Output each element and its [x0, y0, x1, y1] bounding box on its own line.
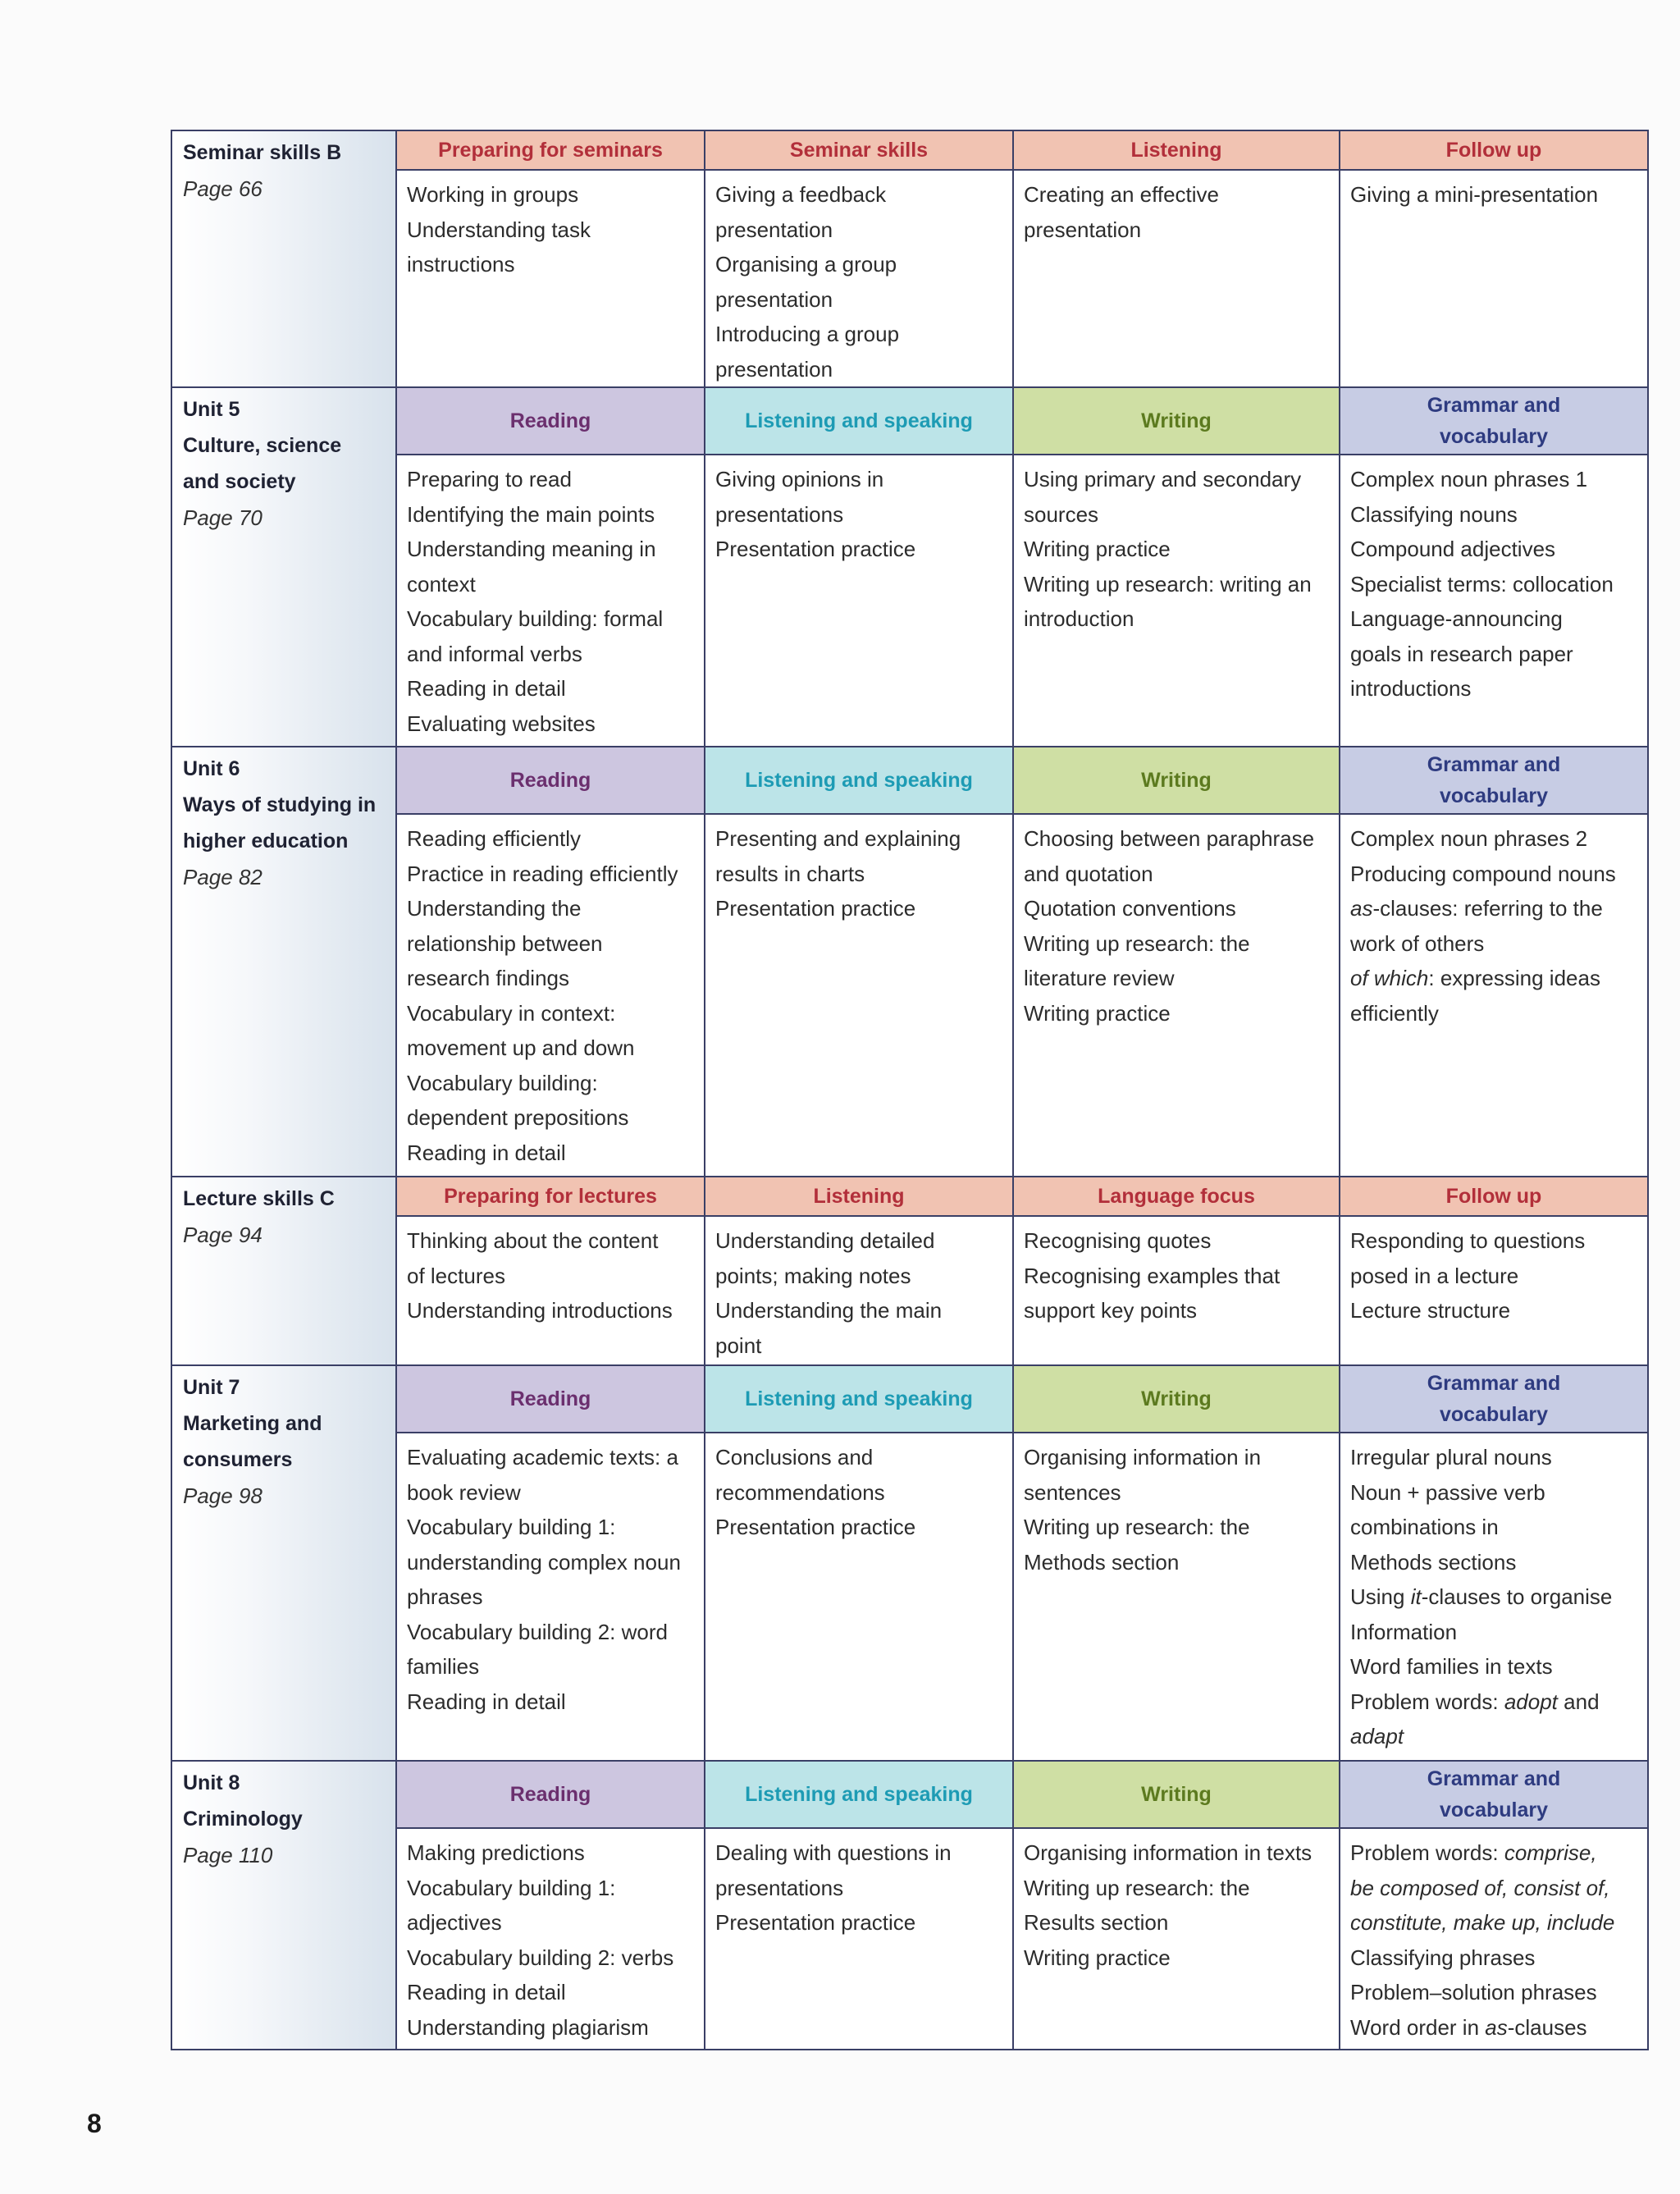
- list-item: sentences: [1024, 1479, 1121, 1505]
- text: -clauses: [1507, 2014, 1587, 2040]
- list-item: families: [407, 1654, 480, 1679]
- column-header: Reading: [396, 387, 705, 455]
- list-item: points; making notes: [715, 1263, 911, 1288]
- list-item: Making predictions: [407, 1840, 585, 1865]
- content-cell: [1340, 455, 1648, 747]
- text: : expressing ideas: [1428, 966, 1600, 990]
- header-line: vocabulary: [1439, 1403, 1548, 1426]
- list-item: [1350, 961, 1637, 996]
- header-line: vocabulary: [1439, 1799, 1548, 1821]
- text: Using: [1350, 1584, 1411, 1609]
- list-item: Understanding meaning in: [407, 537, 656, 561]
- list-item: Using primary and secondary: [1024, 467, 1302, 491]
- column-header: Writing: [1013, 387, 1340, 455]
- list-item: Presenting and explaining: [715, 826, 961, 851]
- list-item: presentation: [715, 217, 833, 242]
- header-row-unit-5: [171, 387, 1648, 455]
- header-row-seminar-b: [171, 130, 1648, 170]
- list-item: Vocabulary building: formal: [407, 606, 664, 631]
- list-item: Vocabulary in context:: [407, 1000, 616, 1026]
- unit-title: Seminar skills B: [183, 141, 342, 164]
- list-item: Writing practice: [1024, 1000, 1171, 1026]
- content-cell: [396, 1216, 705, 1365]
- list-item: Information: [1350, 1619, 1458, 1644]
- text: and: [1557, 1689, 1600, 1714]
- list-item: Language-announcing: [1350, 606, 1563, 631]
- list-item: Lecture structure: [1350, 1298, 1511, 1323]
- header-line: Grammar and: [1427, 1767, 1561, 1790]
- unit-cell-seminar-b: [171, 130, 396, 387]
- list-item: Identifying the main points: [407, 501, 655, 527]
- emphasis: adopt: [1504, 1689, 1558, 1714]
- list-item: Creating an effective: [1024, 182, 1219, 207]
- list-item: support key points: [1024, 1298, 1198, 1323]
- column-header: Reading: [396, 1365, 705, 1433]
- unit-page-ref: Page 98: [183, 1483, 262, 1508]
- list-item: dependent prepositions: [407, 1105, 629, 1130]
- unit-number: Unit 7: [183, 1376, 240, 1399]
- list-item: Organising a group: [715, 252, 897, 277]
- unit-number: Unit 6: [183, 757, 240, 780]
- list-item: Reading in detail: [407, 1689, 566, 1714]
- list-item: Classifying nouns: [1350, 501, 1518, 527]
- unit-cell-unit-6: [171, 747, 396, 1177]
- list-item: Reading efficiently: [407, 826, 581, 851]
- list-item: Evaluating academic texts: a: [407, 1445, 678, 1470]
- unit-page-ref: Page 94: [183, 1223, 262, 1247]
- content-cell: [1340, 1828, 1648, 2050]
- column-header: Reading: [396, 1761, 705, 1828]
- header-line: Grammar and: [1427, 753, 1561, 776]
- list-item: phrases: [407, 1584, 483, 1609]
- list-item: [1350, 891, 1637, 926]
- list-item: Giving a mini-presentation: [1350, 182, 1599, 207]
- list-item: Complex noun phrases 1: [1350, 467, 1588, 491]
- header-row-unit-7: [171, 1365, 1648, 1433]
- column-header: Listening and speaking: [705, 1365, 1013, 1433]
- content-cell: [705, 1216, 1013, 1365]
- content-cell: [705, 1828, 1013, 2050]
- page-number: 8: [87, 2109, 102, 2138]
- emphasis: adapt: [1350, 1724, 1404, 1748]
- list-item: Presentation practice: [715, 1515, 916, 1539]
- column-header: Follow up: [1340, 1177, 1648, 1216]
- column-header: Preparing for seminars: [396, 130, 705, 170]
- list-item: Methods sections: [1350, 1549, 1517, 1575]
- emphasis: as: [1350, 896, 1373, 921]
- list-item: introductions: [1350, 676, 1472, 701]
- list-item: Vocabulary building:: [407, 1070, 598, 1095]
- list-item: combinations in: [1350, 1515, 1499, 1539]
- content-cell: [396, 1433, 705, 1761]
- list-item: Preparing to read: [407, 467, 572, 491]
- text: Problem words:: [1350, 1689, 1504, 1714]
- list-item: Writing practice: [1024, 1945, 1171, 1970]
- list-item: Recognising examples that: [1024, 1263, 1281, 1288]
- list-item: posed in a lecture: [1350, 1263, 1519, 1288]
- unit-title: higher education: [183, 830, 349, 852]
- header-row-unit-8: [171, 1761, 1648, 1828]
- content-cell: [396, 170, 705, 387]
- list-item: recommendations: [715, 1479, 885, 1505]
- list-item: Presentation practice: [715, 1910, 916, 1935]
- content-cell: [705, 1433, 1013, 1761]
- list-item: Irregular plural nouns: [1350, 1445, 1552, 1470]
- content-cell: [396, 814, 705, 1177]
- emphasis: comprise,: [1504, 1840, 1597, 1865]
- list-item: instructions: [407, 252, 515, 277]
- column-header: Seminar skills: [705, 130, 1013, 170]
- list-item: Practice in reading efficiently: [407, 861, 678, 886]
- list-item: Responding to questions: [1350, 1228, 1586, 1253]
- header-line: vocabulary: [1439, 425, 1548, 448]
- content-cell: [1013, 814, 1340, 1177]
- list-item: Presentation practice: [715, 537, 916, 561]
- unit-title: Marketing and: [183, 1412, 322, 1435]
- list-item: Problem–solution phrases: [1350, 1980, 1597, 2004]
- list-item: Introducing a group: [715, 322, 900, 346]
- list-item: Organising information in texts: [1024, 1840, 1312, 1865]
- list-item: results in charts: [715, 861, 865, 886]
- content-cell: [705, 814, 1013, 1177]
- list-item: Word families in texts: [1350, 1654, 1553, 1679]
- list-item: and informal verbs: [407, 641, 582, 666]
- list-item: [1350, 1579, 1637, 1615]
- list-item: Understanding introductions: [407, 1298, 673, 1323]
- list-item: [1350, 1684, 1637, 1720]
- content-cell: [1340, 1216, 1648, 1365]
- column-header: Language focus: [1013, 1177, 1340, 1216]
- list-item: Vocabulary building 2: word: [407, 1619, 668, 1644]
- text: Problem words:: [1350, 1840, 1504, 1865]
- list-item: Producing compound nouns: [1350, 861, 1616, 886]
- list-item: book review: [407, 1479, 521, 1505]
- unit-title: Ways of studying in: [183, 793, 377, 816]
- content-cell: [1013, 170, 1340, 387]
- column-header: [1340, 1365, 1648, 1433]
- column-header: Reading: [396, 747, 705, 814]
- list-item: Reading in detail: [407, 1140, 566, 1165]
- header-line: Grammar and: [1427, 394, 1561, 417]
- header-row-lecture-c: [171, 1177, 1648, 1216]
- list-item: [1350, 1835, 1637, 1871]
- list-item: Vocabulary building 2: verbs: [407, 1945, 674, 1970]
- list-item: Specialist terms: collocation: [1350, 571, 1614, 596]
- column-header: Listening: [1013, 130, 1340, 170]
- list-item: Results section: [1024, 1910, 1169, 1935]
- list-item: Understanding plagiarism: [407, 2014, 649, 2040]
- text: -clauses: referring to the: [1372, 896, 1603, 921]
- list-item: Evaluating websites: [407, 711, 596, 736]
- unit-number: Unit 8: [183, 1771, 240, 1794]
- content-cell: [705, 170, 1013, 387]
- list-item: presentation: [715, 286, 833, 312]
- list-item: Reading in detail: [407, 1980, 566, 2004]
- list-item: presentation: [715, 356, 833, 382]
- list-item: introduction: [1024, 606, 1134, 631]
- list-item: research findings: [407, 966, 569, 990]
- column-header: Writing: [1013, 1761, 1340, 1828]
- list-item: Choosing between paraphrase: [1024, 826, 1315, 851]
- emphasis: constitute, make up, include: [1350, 1910, 1615, 1935]
- list-item: [1350, 1871, 1637, 1906]
- text: Word order in: [1350, 2014, 1486, 2040]
- list-item: Classifying phrases: [1350, 1945, 1536, 1970]
- list-item: sources: [1024, 501, 1099, 527]
- column-header: [1340, 747, 1648, 814]
- list-item: Working in groups: [407, 182, 579, 207]
- list-item: point: [715, 1332, 762, 1358]
- header-line: vocabulary: [1439, 784, 1548, 807]
- list-item: Presentation practice: [715, 896, 916, 921]
- column-header: Writing: [1013, 1365, 1340, 1433]
- list-item: Thinking about the content: [407, 1228, 659, 1253]
- list-item: Vocabulary building 1:: [407, 1515, 616, 1539]
- column-header: Listening and speaking: [705, 387, 1013, 455]
- column-header: Listening: [705, 1177, 1013, 1216]
- header-row-unit-6: [171, 747, 1648, 814]
- content-cell: [1340, 1433, 1648, 1761]
- list-item: Giving a feedback: [715, 182, 887, 207]
- list-item: Understanding task: [407, 217, 591, 242]
- column-header: [1340, 387, 1648, 455]
- list-item: Understanding the: [407, 896, 582, 921]
- list-item: adjectives: [407, 1910, 502, 1935]
- contents-table: [171, 130, 1649, 2050]
- list-item: Writing up research: the: [1024, 930, 1250, 956]
- unit-page-ref: Page 82: [183, 865, 262, 889]
- column-header: Writing: [1013, 747, 1340, 814]
- list-item: goals in research paper: [1350, 641, 1573, 666]
- list-item: [1350, 2010, 1637, 2045]
- unit-number: Unit 5: [183, 398, 240, 421]
- unit-cell-unit-7: [171, 1365, 396, 1761]
- column-header: [1340, 1761, 1648, 1828]
- unit-page-ref: Page 66: [183, 176, 262, 201]
- list-item: Understanding detailed: [715, 1228, 935, 1253]
- unit-title: Criminology: [183, 1808, 303, 1831]
- list-item: of lectures: [407, 1263, 505, 1288]
- list-item: Giving opinions in: [715, 467, 884, 491]
- list-item: Vocabulary building 1:: [407, 1875, 616, 1900]
- column-header: Listening and speaking: [705, 747, 1013, 814]
- unit-title: Culture, science: [183, 434, 342, 457]
- list-item: Reading in detail: [407, 676, 566, 701]
- list-item: and quotation: [1024, 861, 1153, 886]
- unit-cell-unit-8: [171, 1761, 396, 2050]
- column-header: Listening and speaking: [705, 1761, 1013, 1828]
- content-cell: [1013, 455, 1340, 747]
- list-item: Understanding the main: [715, 1298, 943, 1323]
- list-item: Compound adjectives: [1350, 537, 1556, 561]
- content-cell: [1340, 170, 1648, 387]
- unit-page-ref: Page 110: [183, 1843, 273, 1867]
- list-item: Writing up research: writing an: [1024, 571, 1312, 596]
- list-item: presentations: [715, 1875, 844, 1900]
- list-item: Organising information in: [1024, 1445, 1262, 1470]
- column-header: Preparing for lectures: [396, 1177, 705, 1216]
- content-cell: [396, 455, 705, 747]
- list-item: presentation: [1024, 217, 1142, 242]
- list-item: Recognising quotes: [1024, 1228, 1212, 1253]
- header-line: Grammar and: [1427, 1372, 1561, 1395]
- list-item: Dealing with questions in: [715, 1840, 952, 1865]
- content-cell: [1013, 1433, 1340, 1761]
- list-item: work of others: [1350, 930, 1485, 956]
- list-item: Complex noun phrases 2: [1350, 826, 1588, 851]
- emphasis: as: [1485, 2014, 1508, 2040]
- unit-title: Lecture skills C: [183, 1187, 335, 1210]
- list-item: Noun + passive verb: [1350, 1479, 1545, 1505]
- content-cell: [1340, 814, 1648, 1177]
- unit-cell-lecture-c: [171, 1177, 396, 1365]
- list-item: literature review: [1024, 966, 1175, 990]
- content-cell: [396, 1828, 705, 2050]
- unit-title: and society: [183, 470, 296, 493]
- unit-cell-unit-5: [171, 387, 396, 747]
- list-item: Quotation conventions: [1024, 896, 1236, 921]
- column-header: Follow up: [1340, 130, 1648, 170]
- list-item: Conclusions and: [715, 1445, 874, 1470]
- list-item: understanding complex noun: [407, 1549, 681, 1575]
- list-item: efficiently: [1350, 1000, 1439, 1026]
- list-item: movement up and down: [407, 1035, 635, 1060]
- text: -clauses to organise: [1421, 1584, 1613, 1609]
- emphasis: of which: [1350, 966, 1429, 990]
- list-item: Writing up research: the: [1024, 1515, 1250, 1539]
- list-item: context: [407, 571, 476, 596]
- content-cell: [1013, 1216, 1340, 1365]
- emphasis: it: [1410, 1584, 1422, 1609]
- unit-title: consumers: [183, 1448, 293, 1471]
- list-item: relationship between: [407, 930, 603, 956]
- emphasis: be composed of, consist of,: [1350, 1875, 1610, 1900]
- list-item: presentations: [715, 501, 844, 527]
- list-item: Writing practice: [1024, 537, 1171, 561]
- content-cell: [1013, 1828, 1340, 2050]
- list-item: Methods section: [1024, 1549, 1180, 1575]
- list-item: Writing up research: the: [1024, 1875, 1250, 1900]
- unit-page-ref: Page 70: [183, 505, 262, 530]
- content-cell: [705, 455, 1013, 747]
- list-item: [1350, 1905, 1637, 1940]
- list-item: [1350, 1719, 1637, 1754]
